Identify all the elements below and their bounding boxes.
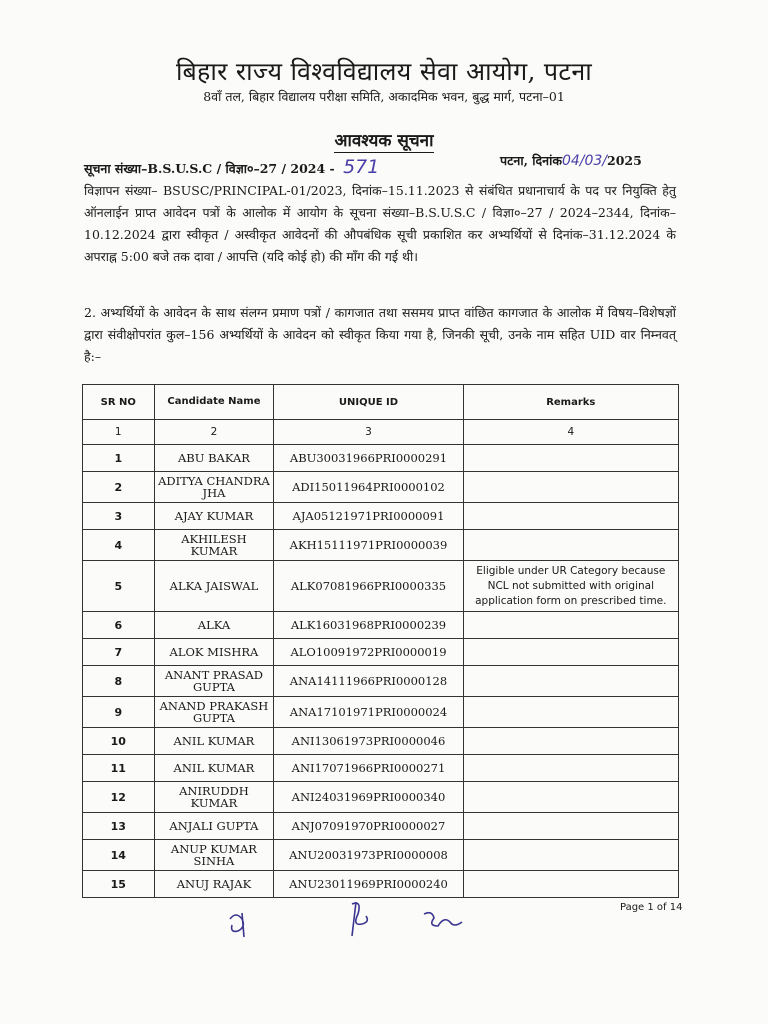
notice-date <box>500 152 642 169</box>
paragraph-2: 2. अभ्यर्थियों के आवेदन के साथ संलग्न प्रमाण पत्रों / कागजात तथा ससमय प्राप्त वांछित कागजात के आलोक में विषय–विशेषज्ञों द्वारा संवीक्षोपरांत कुल–156 अभ्यर्थियों के आवेदन को स्वीकृत किया गया है, जिनकी सूची, उनके नाम सहित UID वार निम्नवत् है:– <box>84 305 676 364</box>
table-row <box>83 728 679 755</box>
candidate-name-cell: ANUJ RAJAK <box>154 871 274 898</box>
remarks-cell <box>463 472 678 503</box>
candidate-name-cell: ADITYA CHANDRA JHA <box>154 472 274 503</box>
sr-cell: 1 <box>83 445 155 472</box>
candidate-table <box>82 384 679 898</box>
table-row <box>83 666 679 697</box>
sr-cell: 14 <box>83 840 155 871</box>
table-row <box>83 472 679 503</box>
table-row <box>83 697 679 728</box>
unique-id-cell: ANU20031973PRI0000008 <box>274 840 463 871</box>
page-number: Page 1 of 14 <box>620 902 683 913</box>
table-row <box>83 871 679 898</box>
candidate-name-cell: AJAY KUMAR <box>154 503 274 530</box>
candidate-name-cell: ANIRUDDH KUMAR <box>154 782 274 813</box>
signature-3 <box>420 908 466 930</box>
candidate-name-cell: ALOK MISHRA <box>154 639 274 666</box>
date-year: 2025 <box>607 153 642 168</box>
sr-cell: 5 <box>83 561 155 612</box>
sr-cell: 9 <box>83 697 155 728</box>
candidate-name-cell: AKHILESH KUMAR <box>154 530 274 561</box>
notice-reference <box>84 156 379 178</box>
table-header-row <box>83 385 679 420</box>
remarks-cell <box>463 697 678 728</box>
candidate-name-cell: ANIL KUMAR <box>154 728 274 755</box>
header-remarks: Remarks <box>463 385 678 420</box>
paragraph-1: विज्ञापन संख्या– BSUSC/PRINCIPAL-01/2023, दिनांक–15.11.2023 से संबंधित प्रधानाचार्य के पद पर नियुक्ति हेतु ऑनलाईन प्राप्त आवेदन पत्रों के आलोक में आयोग के सूचना संख्या–B.S.U.S.C / विज्ञा०–27 / 2024–2344, दिनांक–10.12.2024 द्वारा स्वीकृत / अस्वीकृत आवेदनों की औपबंधिक सूची प्रकाशित कर अभ्यर्थियों से दिनांक–31.12.2024 के अपराह्न 5:00 बजे तक दावा / आपत्ति (यदि कोई हो) की माँग की गई थी। <box>84 183 676 264</box>
date-handwritten: 04/03/ <box>561 153 607 169</box>
unique-id-cell: ALO10091972PRI0000019 <box>274 639 463 666</box>
notice-heading-text: आवश्यक सूचना <box>334 131 434 151</box>
table-row <box>83 840 679 871</box>
sr-cell: 8 <box>83 666 155 697</box>
sr-cell: 15 <box>83 871 155 898</box>
candidate-name-cell: ANIL KUMAR <box>154 755 274 782</box>
index-cell: 4 <box>463 420 678 445</box>
remarks-cell <box>463 503 678 530</box>
reference-number-handwritten: 571 <box>343 156 380 178</box>
remarks-cell <box>463 813 678 840</box>
unique-id-cell: AJA05121971PRI0000091 <box>274 503 463 530</box>
table-index-row <box>83 420 679 445</box>
signature-2 <box>338 898 378 940</box>
sr-cell: 12 <box>83 782 155 813</box>
remarks-cell <box>463 530 678 561</box>
unique-id-cell: ANA14111966PRI0000128 <box>274 666 463 697</box>
unique-id-cell: ANU23011969PRI0000240 <box>274 871 463 898</box>
sr-cell: 2 <box>83 472 155 503</box>
index-cell: 2 <box>154 420 274 445</box>
unique-id-cell: ANI17071966PRI0000271 <box>274 755 463 782</box>
date-prefix: पटना, दिनांक <box>500 153 562 168</box>
sr-cell: 13 <box>83 813 155 840</box>
unique-id-cell: ABU30031966PRI0000291 <box>274 445 463 472</box>
sr-cell: 10 <box>83 728 155 755</box>
table-row <box>83 813 679 840</box>
header-unique-id: UNIQUE ID <box>274 385 463 420</box>
unique-id-cell: ANI24031969PRI0000340 <box>274 782 463 813</box>
unique-id-cell: ALK16031968PRI0000239 <box>274 612 463 639</box>
sr-cell: 11 <box>83 755 155 782</box>
header-candidate-name: Candidate Name <box>154 385 274 420</box>
remarks-cell <box>463 755 678 782</box>
remarks-cell <box>463 612 678 639</box>
table-row <box>83 755 679 782</box>
remarks-cell <box>463 639 678 666</box>
sr-cell: 4 <box>83 530 155 561</box>
candidate-name-cell: ABU BAKAR <box>154 445 274 472</box>
remarks-cell <box>463 445 678 472</box>
sr-cell: 3 <box>83 503 155 530</box>
index-cell: 1 <box>83 420 155 445</box>
candidate-name-cell: ANUP KUMAR SINHA <box>154 840 274 871</box>
table-row <box>83 639 679 666</box>
candidate-name-cell: ANJALI GUPTA <box>154 813 274 840</box>
remarks-cell <box>463 728 678 755</box>
table-row <box>83 782 679 813</box>
notice-heading <box>0 128 768 151</box>
sr-cell: 7 <box>83 639 155 666</box>
unique-id-cell: ADI15011964PRI0000102 <box>274 472 463 503</box>
remarks-cell <box>463 840 678 871</box>
unique-id-cell: ANA17101971PRI0000024 <box>274 697 463 728</box>
reference-prefix: सूचना संख्या–B.S.U.S.C / विज्ञा०–27 / 2024 - <box>84 161 335 176</box>
table-row <box>83 561 679 612</box>
unique-id-cell: ANJ07091970PRI0000027 <box>274 813 463 840</box>
table-row <box>83 503 679 530</box>
signature-1 <box>222 905 262 939</box>
table-row <box>83 530 679 561</box>
candidate-name-cell: ANANT PRASAD GUPTA <box>154 666 274 697</box>
commission-title: बिहार राज्य विश्वविद्यालय सेवा आयोग, पटना <box>176 57 592 86</box>
remarks-cell <box>463 782 678 813</box>
candidate-name-cell: ALKA JAISWAL <box>154 561 274 612</box>
commission-address: 8वाँ तल, बिहार विद्यालय परीक्षा समिति, अकादमिक भवन, बुद्ध मार्ग, पटना–01 <box>203 89 565 104</box>
remarks-cell <box>463 666 678 697</box>
table-row <box>83 612 679 639</box>
unique-id-cell: ALK07081966PRI0000335 <box>274 561 463 612</box>
remarks-cell: Eligible under UR Category because NCL not submitted with original application form on prescribed time. <box>463 561 678 612</box>
index-cell: 3 <box>274 420 463 445</box>
unique-id-cell: ANI13061973PRI0000046 <box>274 728 463 755</box>
remarks-cell <box>463 871 678 898</box>
candidate-name-cell: ANAND PRAKASH GUPTA <box>154 697 274 728</box>
candidate-name-cell: ALKA <box>154 612 274 639</box>
unique-id-cell: AKH15111971PRI0000039 <box>274 530 463 561</box>
header-sr-no: SR NO <box>83 385 155 420</box>
sr-cell: 6 <box>83 612 155 639</box>
table-row <box>83 445 679 472</box>
